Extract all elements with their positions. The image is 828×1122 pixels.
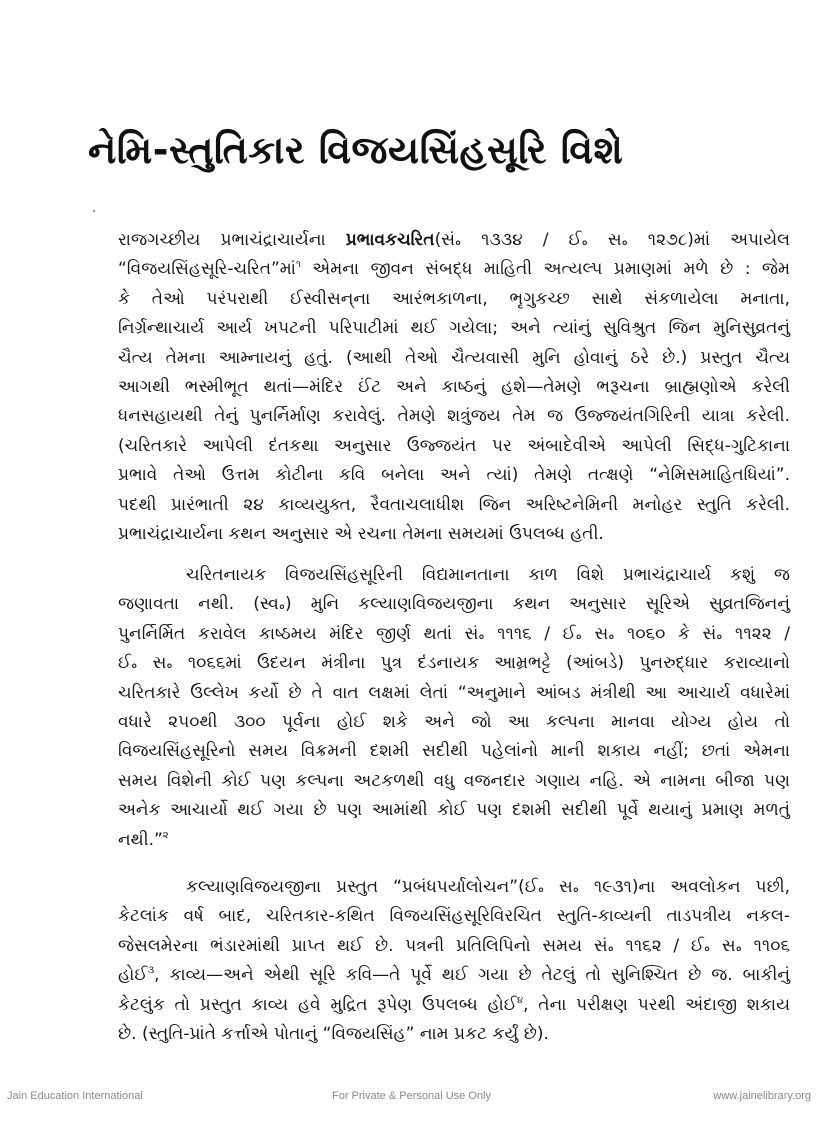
line-text-rest: , તેના પરીક્ષણ પરથી અંદાજી શકાય [523, 994, 790, 1015]
footnote-marker: ૧ [295, 259, 301, 271]
text-line [118, 708, 790, 737]
line-text: રાજગચ્છીય પ્રભાચંદ્રાચાર્યના [118, 230, 346, 250]
text-line [118, 255, 790, 284]
line-text: જેસલમેરના ભંડારમાંથી પ્રાપ્ત થઈ છે. પત્રની પ્રતિલિપિનો સમય સં૰ ૧૧૬૨ / ઈ૰ સ૰ ૧૧૦૬ [118, 935, 790, 956]
line-text: ચૈત્ય તેમના આમ્નાયનું હતું. (આથી તેઓ ચૈત્યવાસી મુનિ હોવાનું ઠરે છે.) પ્રસ્તુત ચૈત્ય [118, 347, 790, 368]
line-text: કેટલાંક વર્ષ બાદ, ચરિતકાર-કથિત વિજયસિંહસૂરિવિરચિત સ્તુતિ-કાવ્યની તાડપત્રીય નકલ- [118, 906, 790, 927]
line-text: “વિજયસિંહસૂરિ-ચરિત”માં [118, 259, 296, 280]
text-line [118, 991, 790, 1020]
line-text: ધનસહાયથી તેનું પુનર્નિર્માણ કરાવેલું. તેમણે શત્રુંજય તેમ જ ઉજ્જયંતગિરિની યાત્રા કરેલી. [118, 406, 790, 427]
line-text: કલ્યાણવિજયજીના પ્રસ્તુત “પ્રબંધપર્યાલોચન”(ઈ૰ સ૰ ૧૯૩૧)ના અવલોકન પછી, [186, 877, 790, 897]
line-text: (ચરિતકારે આપેલી દંતકથા અનુસાર ઉજ્જયંત પર અંબાદેવીએ આપેલી સિદ્ધ-ગુટિકાના [118, 435, 790, 456]
text-line [118, 1020, 790, 1049]
text-line [118, 767, 790, 796]
line-text: સમય વિશેની કોઈ પણ કલ્પના અટકળથી વધુ વજનદાર ગણાય નહિ. એ નામના બીજા પણ [118, 770, 790, 791]
line-text: નથી.” [118, 829, 163, 850]
footnote-marker: ૩ [147, 965, 155, 977]
page-title: નેમિ-સ્તુતિકાર વિજયસિંહસૂરિ વિશે [88, 128, 624, 172]
line-text: વધારે ૨૫૦થી ૩૦૦ પૂર્વના હોઈ શકે અને જો આ કલ્પના માનવા યોગ્ય હોય તો [118, 711, 790, 732]
text-line [118, 590, 790, 619]
text-line [118, 620, 790, 649]
line-text: ચરિતનાયક વિજયસિંહસૂરિની વિદ્યમાનતાના કાળ વિશે પ્રભાચંદ્રાચાર્ય કશું જ [186, 565, 790, 585]
line-text: હોઈ [118, 965, 148, 986]
text-line [118, 873, 790, 902]
scan-speck [93, 210, 95, 212]
page-footer [0, 1090, 828, 1106]
text-line [118, 285, 790, 314]
footer-usage-note: For Private & Personal Use Only [332, 1090, 491, 1102]
text-line [118, 520, 790, 549]
paragraph-1 [118, 226, 790, 549]
text-line [118, 344, 790, 373]
line-text: નિર્ગ્રન્થાચાર્ય આર્ય ખપટની પરિપાટીમાં થઈ ગયેલા; અને ત્યાંનું સુવિશ્રુત જિન મુનિસુવ્રતનું [118, 318, 790, 339]
line-text: વિજયસિંહસૂરિનો સમય વિક્રમની દશમી સદીથી પહેલાંનો માની શકાય નહીં; છતાં એમના [118, 741, 790, 762]
line-text: ઈ૰ સ૰ ૧૦૬૬માં ઉદયન મંત્રીના પુત્ર દંડનાયક આમ્રભટ્ટે (આંબડે) પુનરુદ્ધાર કરાવ્યાનો [118, 653, 790, 674]
text-line [118, 961, 790, 990]
line-text: છે. (સ્તુતિ-પ્રાંતે કર્ત્તાએ પોતાનું “વિજયસિંહ” નામ પ્રકટ કર્યું છે). [118, 1023, 549, 1044]
line-text: અનેક આચાર્યો થઈ ગયા છે પણ આમાંથી કોઈ પણ દશમી સદીથી પૂર્વે થયાનું પ્રમાણ મળતું [118, 800, 790, 821]
line-text-rest: એમના જીવન સંબદ્ધ માહિતી અત્યલ્પ પ્રમાણમાં મળે છે : જેમ [300, 259, 790, 280]
text-line [118, 932, 790, 961]
text-line [118, 461, 790, 490]
line-text: કેટલુંક તો પ્રસ્તુત કાવ્ય હવે મુદ્રિત રૂપેણ ઉપલબ્ધ હોઈ [118, 994, 517, 1015]
line-text: ચરિતકારે ઉલ્લેખ કર્યો છે તે વાત લક્ષમાં લેતાં “અનુમાને આંબડ મંત્રીથી આ આચાર્ય વધારેમાં [118, 682, 790, 703]
text-line [118, 649, 790, 678]
line-text: કે તેઓ પરંપરાથી ઈસ્વીસન્‌ના આરંભકાળના, ભૃગુકચ્છ સાથે સંકળાયેલા મનાતા, [118, 288, 790, 309]
text-line [118, 679, 790, 708]
text-line [118, 402, 790, 431]
footnote-marker: ૨ [162, 829, 169, 841]
bold-title-text: પ્રભાવકચરિત [345, 230, 435, 250]
line-text: પ્રભાચંદ્રાચાર્યના કથન અનુસાર એ રચના તેમના સમયમાં ઉપલબ્ધ હતી. [118, 523, 604, 544]
text-line [118, 226, 790, 255]
text-line [118, 491, 790, 520]
line-text: આગથી ભસ્મીભૂત થતાં—મંદિર ઈંટ અને કાષ્ઠનું હશે—તેમણે ભરૂચના બ્રાહ્મણોએ કરેલી [118, 376, 790, 397]
line-text: જણાવતા નથી. (સ્વ૰) મુનિ કલ્યાણવિજયજીના કથન અનુસાર સૂરિએ સુવ્રતજિનનું [118, 594, 790, 615]
footer-publisher: Jain Education International [7, 1090, 143, 1102]
text-line [118, 826, 790, 855]
line-text-rest: , કાવ્ય—અને એથી સૂરિ કવિ—તે પૂર્વે થઈ ગયા છે તેટલું તો સુનિશ્ચિત છે જ. બાકીનું [154, 965, 790, 986]
paragraph-3 [118, 873, 790, 1049]
text-line [118, 737, 790, 766]
footer-website-link[interactable]: www.jainelibrary.org [713, 1090, 811, 1102]
paragraph-2 [118, 561, 790, 855]
text-line [118, 902, 790, 931]
line-text: પ્રભાવે તેઓ ઉત્તમ કોટીના કવિ બનેલા અને ત્યાં) તેમણે તત્ક્ષણે “નેમિસમાહિતધિયાં”. [118, 465, 790, 486]
text-line [118, 796, 790, 825]
text-line [118, 432, 790, 461]
text-line [118, 561, 790, 590]
line-text-rest: (સં૰ ૧૩૩૪ / ઈ૰ સ૰ ૧૨૭૮)માં અપાયેલ [434, 230, 790, 250]
line-text: પદથી પ્રારંભાતી ૨૪ કાવ્યયુક્ત, રૈવતાચલાધીશ જિન અરિષ્ટનેમિની મનોહર સ્તુતિ કરેલી. [118, 494, 790, 515]
footnote-marker: ૪ [516, 994, 524, 1006]
line-text: પુનર્નિર્મિત કરાવેલ કાષ્ઠમય મંદિર જીર્ણ થતાં સં૰ ૧૧૧૬ / ઈ૰ સ૰ ૧૦૬૦ કે સં૰ ૧૧૨૨ / [118, 623, 790, 644]
text-line [118, 373, 790, 402]
text-line [118, 314, 790, 343]
